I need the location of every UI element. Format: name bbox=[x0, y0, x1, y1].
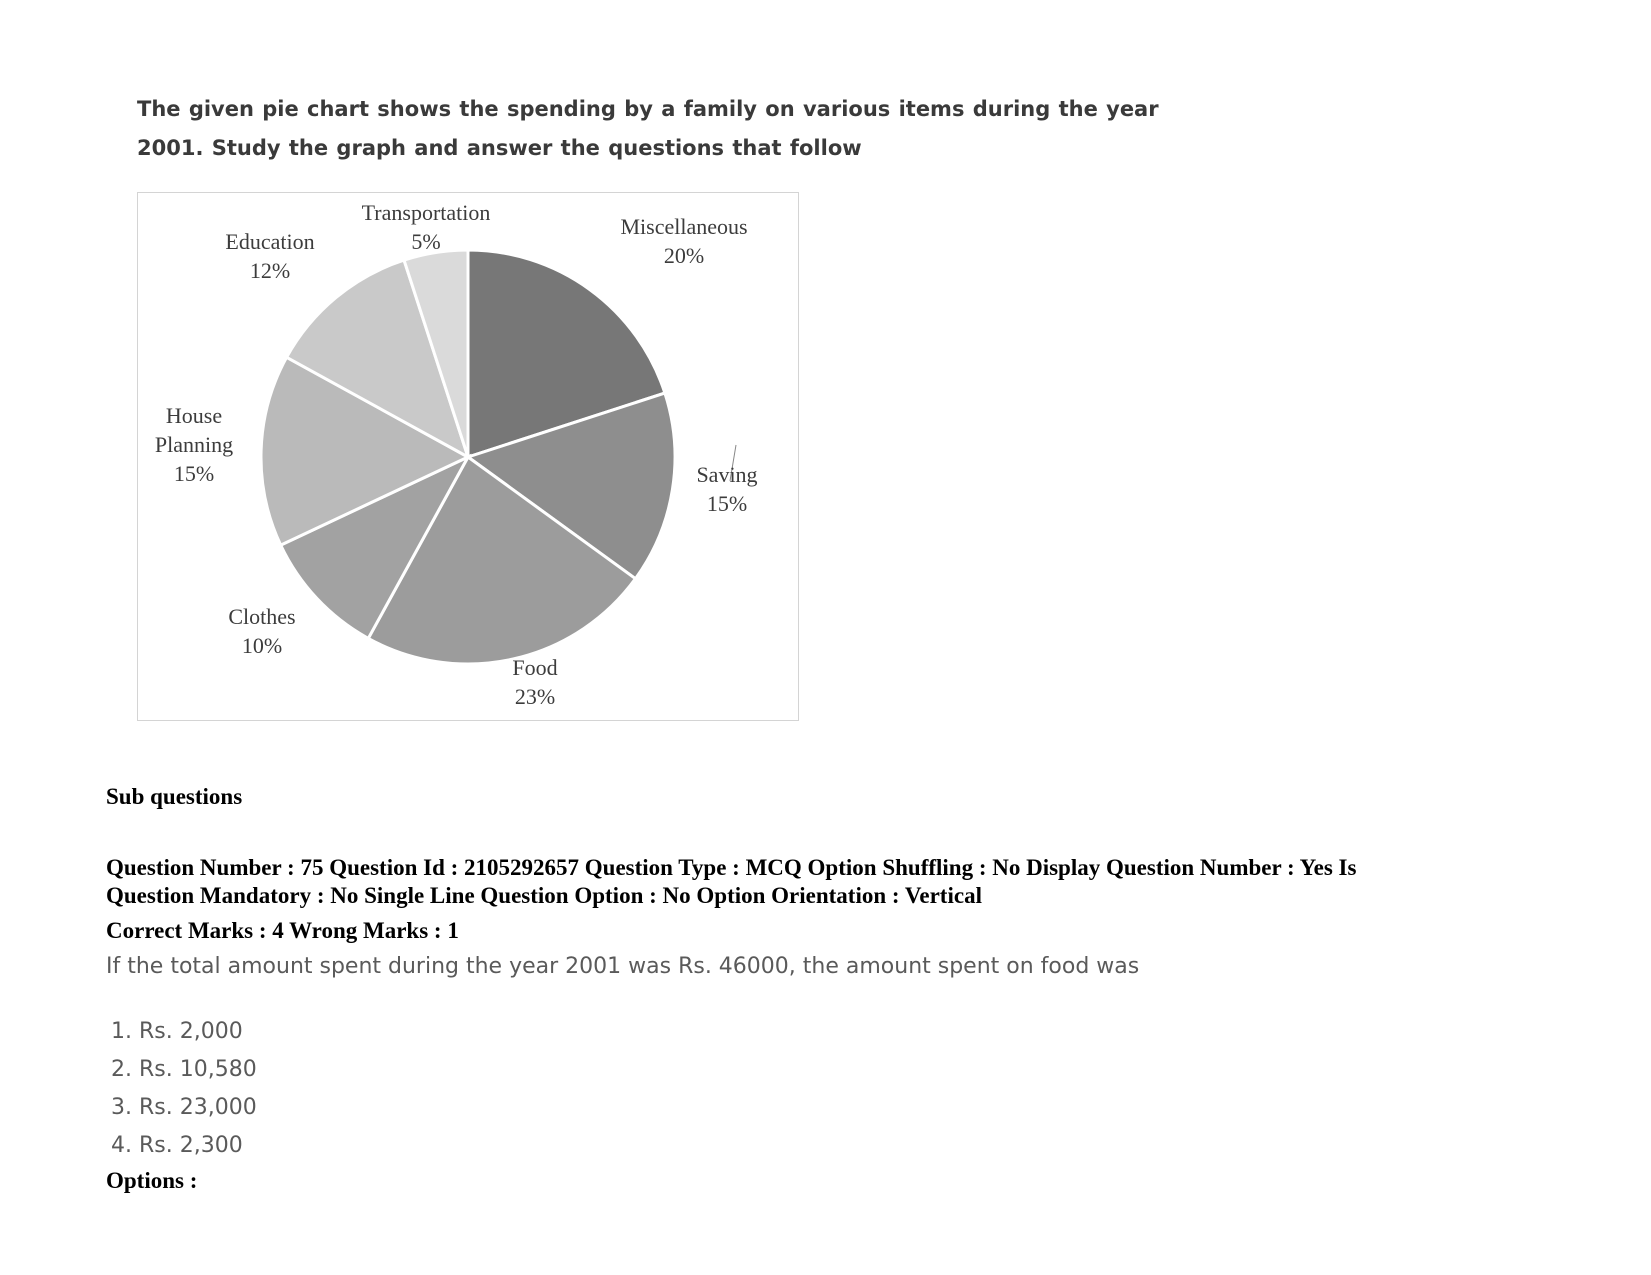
options-label: Options : bbox=[106, 1168, 198, 1193]
option-2[interactable]: 2. Rs. 10,580 bbox=[111, 1057, 257, 1082]
pie-label-transportation-value: 5% bbox=[411, 229, 441, 254]
pie-label-house-planning-name: House bbox=[165, 403, 223, 428]
question-meta bbox=[106, 854, 1546, 910]
intro-line-1: The given pie chart shows the spending by a family on various items during the year bbox=[137, 97, 1159, 121]
option-3[interactable]: 3. Rs. 23,000 bbox=[111, 1095, 257, 1120]
pie-chart bbox=[138, 193, 800, 722]
option-4[interactable]: 4. Rs. 2,300 bbox=[111, 1133, 243, 1158]
pie-label-house-planning-value: 15% bbox=[173, 461, 215, 486]
marks-info: Correct Marks : 4 Wrong Marks : 1 bbox=[106, 918, 459, 943]
pie-label-education-name: Education bbox=[225, 229, 315, 254]
pie-label-house-planning-name: Planning bbox=[154, 432, 234, 457]
pie-label-clothes-value: 10% bbox=[241, 633, 283, 658]
pie-label-transportation-name: Transportation bbox=[361, 200, 491, 225]
intro-line-2: 2001. Study the graph and answer the questions that follow bbox=[137, 136, 862, 160]
pie-label-food-name: Food bbox=[512, 655, 558, 680]
pie-label-education-value: 12% bbox=[249, 258, 291, 283]
options-list bbox=[111, 1013, 257, 1165]
intro-text bbox=[137, 90, 1217, 168]
pie-label-saving-name: Saving bbox=[696, 462, 758, 487]
pie-label-food-value: 23% bbox=[514, 684, 556, 709]
question-meta-line-1: Question Number : 75 Question Id : 2105292657 Question Type : MCQ Option Shuffling : No Display Question Number : Yes Is bbox=[106, 855, 1357, 880]
pie-label-miscellaneous-name: Miscellaneous bbox=[620, 214, 748, 239]
pie-label-miscellaneous-value: 20% bbox=[663, 243, 705, 268]
pie-label-saving-value: 15% bbox=[706, 491, 748, 516]
pie-chart-frame bbox=[137, 192, 799, 721]
question-text: If the total amount spent during the year 2001 was Rs. 46000, the amount spent on food was bbox=[106, 954, 1140, 979]
option-1[interactable]: 1. Rs. 2,000 bbox=[111, 1019, 243, 1044]
pie-label-clothes-name: Clothes bbox=[228, 604, 296, 629]
question-meta-line-2: Question Mandatory : No Single Line Question Option : No Option Orientation : Vertical bbox=[106, 883, 982, 908]
sub-questions-heading: Sub questions bbox=[106, 784, 243, 809]
